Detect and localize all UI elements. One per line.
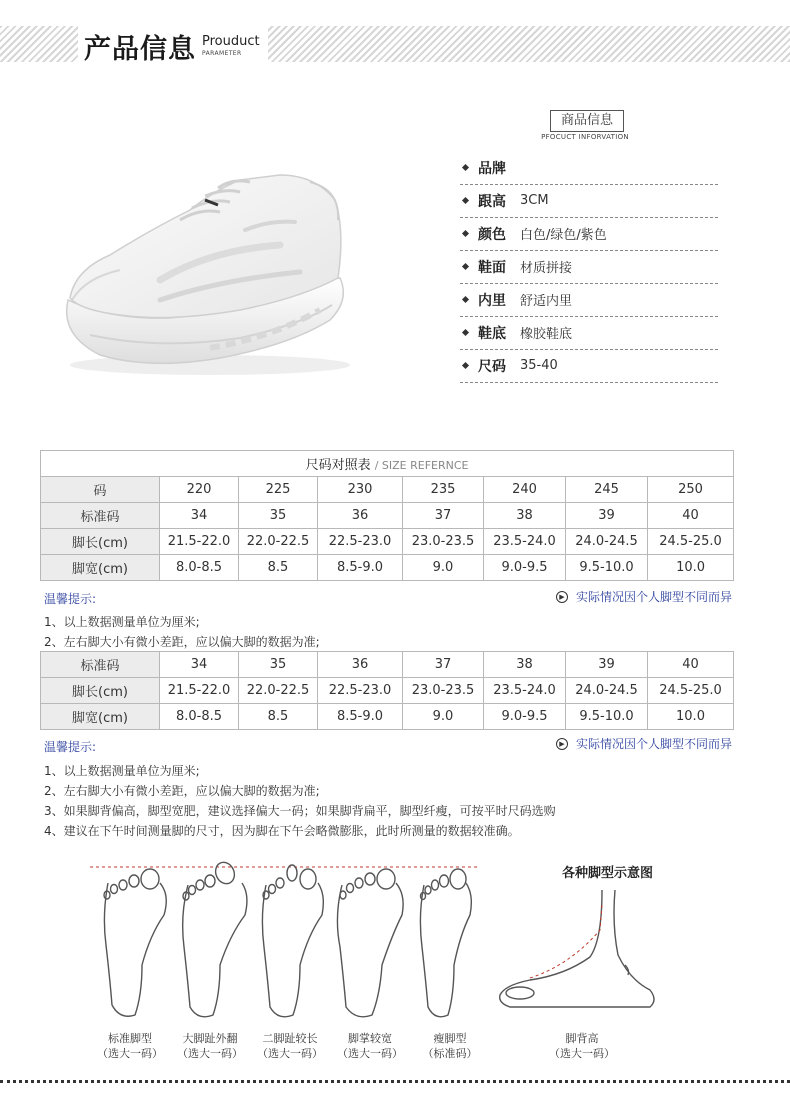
table-cell: 235 (403, 477, 484, 503)
bullet-icon (462, 197, 469, 204)
tips-right-text: 实际情况因个人脚型不同而异 (575, 590, 732, 604)
section-subtitle (202, 35, 260, 57)
row-header: 脚长(cm) (41, 529, 160, 555)
attr-key: 内里 (478, 292, 506, 309)
table-cell: 36 (318, 503, 403, 529)
table-cell: 38 (484, 503, 566, 529)
attr-row-color (460, 217, 718, 251)
bottom-divider (0, 1080, 790, 1083)
foot-type-high-instep (537, 1031, 627, 1061)
table-cell: 225 (239, 477, 318, 503)
table-cell: 24.5-25.0 (648, 529, 734, 555)
attr-row-lining (460, 283, 718, 317)
table-cell: 22.5-23.0 (318, 529, 403, 555)
foot-diagram-title: 各种脚型示意图 (562, 866, 654, 881)
table-cell: 23.0-23.5 (403, 678, 484, 704)
table-cell: 24.0-24.5 (566, 529, 648, 555)
attr-row-size (460, 349, 718, 383)
size-table-title-en: / SIZE REFERNCE (374, 459, 469, 472)
section-title-en: Prouduct (202, 34, 260, 49)
note-line: 2、左右脚大小有微小差距，应以偏大脚的数据为准; (44, 635, 320, 649)
table-cell: 9.0 (403, 555, 484, 581)
table-row (41, 477, 734, 503)
foot-type-name: 瘦脚型 (433, 1032, 467, 1045)
row-header: 脚长(cm) (41, 678, 160, 704)
table-cell: 21.5-22.0 (160, 529, 239, 555)
tips-right-note (556, 588, 732, 605)
table-cell: 230 (318, 477, 403, 503)
bullet-icon (462, 329, 469, 336)
note-line: 2、左右脚大小有微小差距，应以偏大脚的数据为准; (44, 784, 320, 798)
table-cell: 39 (566, 652, 648, 678)
attr-row-brand (460, 151, 718, 185)
bullet-icon (462, 296, 469, 303)
table-cell: 35 (239, 503, 318, 529)
table-cell: 22.0-22.5 (239, 678, 318, 704)
row-header: 标准码 (41, 652, 160, 678)
foot-type-wide (325, 1031, 415, 1061)
table-cell: 34 (160, 652, 239, 678)
row-header: 标准码 (41, 503, 160, 529)
table-cell: 35 (239, 652, 318, 678)
table-row (41, 652, 734, 678)
table-cell: 23.5-24.0 (484, 529, 566, 555)
table-cell: 9.0 (403, 704, 484, 730)
table-cell: 10.0 (648, 555, 734, 581)
bullet-icon (462, 164, 469, 171)
table-row (41, 704, 734, 730)
foot-type-name: 二脚趾较长 (262, 1032, 318, 1045)
size-table-title (41, 451, 734, 477)
tips-label: 温馨提示: (44, 592, 97, 606)
table-cell: 8.5-9.0 (318, 555, 403, 581)
row-header: 脚宽(cm) (41, 555, 160, 581)
row-header: 码 (41, 477, 160, 503)
tips-label: 温馨提示: (44, 740, 97, 754)
note-line: 3、如果脚背偏高，脚型宽肥，建议选择偏大一码；如果脚背扁平，脚型纤瘦，可按平时尺码选购 (44, 804, 556, 818)
note-line: 1、以上数据测量单位为厘米; (44, 615, 200, 629)
attr-key: 颜色 (478, 226, 506, 243)
play-circle-icon: ▶ (556, 591, 568, 603)
table-row (41, 678, 734, 704)
table-row (41, 529, 734, 555)
foot-type-advice: （选大一码） (337, 1047, 403, 1060)
attr-value: 35-40 (520, 358, 558, 373)
header-hatch-left (0, 26, 80, 62)
size-table-title-cn: 尺码对照表 (305, 458, 371, 473)
foot-type-name: 脚背高 (565, 1032, 599, 1045)
table-cell: 24.0-24.5 (566, 678, 648, 704)
table-cell: 220 (160, 477, 239, 503)
table-cell: 37 (403, 652, 484, 678)
foot-type-advice: （选大一码） (177, 1047, 243, 1060)
foot-type-slim (405, 1031, 495, 1061)
table-cell: 36 (318, 652, 403, 678)
table-cell: 8.5 (239, 704, 318, 730)
section-header (78, 26, 268, 66)
table-cell: 21.5-22.0 (160, 678, 239, 704)
attr-key: 尺码 (478, 358, 506, 375)
attr-key: 鞋底 (478, 325, 506, 342)
bullet-icon (462, 263, 469, 270)
table-row (41, 555, 734, 581)
high-instep-illustration (490, 885, 670, 1025)
product-info-label: 商品信息 (550, 110, 624, 132)
table-cell: 23.0-23.5 (403, 529, 484, 555)
foot-type-advice: （选大一码） (257, 1047, 323, 1060)
table-cell: 37 (403, 503, 484, 529)
table-cell: 22.0-22.5 (239, 529, 318, 555)
attr-key: 跟高 (478, 193, 506, 210)
foot-type-name: 大脚趾外翻 (182, 1032, 238, 1045)
table-cell: 23.5-24.0 (484, 678, 566, 704)
table-cell: 9.0-9.5 (484, 704, 566, 730)
foot-type-name: 脚掌较宽 (348, 1032, 392, 1045)
table-cell: 240 (484, 477, 566, 503)
tips-right-text: 实际情况因个人脚型不同而异 (575, 737, 732, 751)
attr-key: 品牌 (478, 160, 506, 177)
table-cell: 9.5-10.0 (566, 704, 648, 730)
table-cell: 24.5-25.0 (648, 678, 734, 704)
row-header: 脚宽(cm) (41, 704, 160, 730)
attr-value: 3CM (520, 193, 549, 208)
sneaker-image (40, 160, 360, 390)
attr-value: 材质拼接 (520, 261, 573, 276)
table-cell: 10.0 (648, 704, 734, 730)
tips-right-note (556, 735, 732, 752)
table-cell: 9.5-10.0 (566, 555, 648, 581)
attr-row-upper (460, 250, 718, 284)
section-title: 产品信息 (84, 33, 196, 65)
size-table-title-row (41, 451, 734, 477)
table-cell: 8.5-9.0 (318, 704, 403, 730)
table-cell: 38 (484, 652, 566, 678)
section-title-en-sub: PARAMETER (202, 50, 242, 57)
note-line: 1、以上数据测量单位为厘米; (44, 764, 200, 778)
table-cell: 34 (160, 503, 239, 529)
header-hatch-right (250, 26, 790, 62)
foot-type-name: 标准脚型 (108, 1032, 152, 1045)
size-table-2 (40, 651, 734, 730)
play-circle-icon: ▶ (556, 738, 568, 750)
foot-type-standard (85, 1031, 175, 1061)
table-cell: 245 (566, 477, 648, 503)
attr-key: 鞋面 (478, 259, 506, 276)
note-line: 4、建议在下午时间测量脚的尺寸，因为脚在下午会略微膨胀，此时所测量的数据较准确。 (44, 824, 520, 838)
table-cell: 8.5 (239, 555, 318, 581)
foot-type-advice: （选大一码） (549, 1047, 615, 1060)
attr-value: 舒适内里 (520, 294, 573, 309)
foot-types-illustration (80, 855, 500, 1025)
table-cell: 8.0-8.5 (160, 555, 239, 581)
size-table (40, 450, 734, 581)
table-cell: 40 (648, 503, 734, 529)
foot-type-advice: （标准码） (422, 1047, 478, 1060)
table-cell: 22.5-23.0 (318, 678, 403, 704)
attr-row-heel (460, 184, 718, 218)
foot-type-bunion (165, 1031, 255, 1061)
bullet-icon (462, 362, 469, 369)
attr-row-sole (460, 316, 718, 350)
table-cell: 40 (648, 652, 734, 678)
product-info-sublabel: PFOCUCT INFORVATION (541, 133, 629, 141)
table-row (41, 503, 734, 529)
foot-type-long-second-toe (245, 1031, 335, 1061)
table-cell: 39 (566, 503, 648, 529)
table-cell: 9.0-9.5 (484, 555, 566, 581)
bullet-icon (462, 230, 469, 237)
table-cell: 250 (648, 477, 734, 503)
table-cell: 8.0-8.5 (160, 704, 239, 730)
attr-value: 橡胶鞋底 (520, 327, 573, 342)
foot-type-advice: （选大一码） (97, 1047, 163, 1060)
attr-value: 白色/绿色/紫色 (520, 228, 607, 243)
